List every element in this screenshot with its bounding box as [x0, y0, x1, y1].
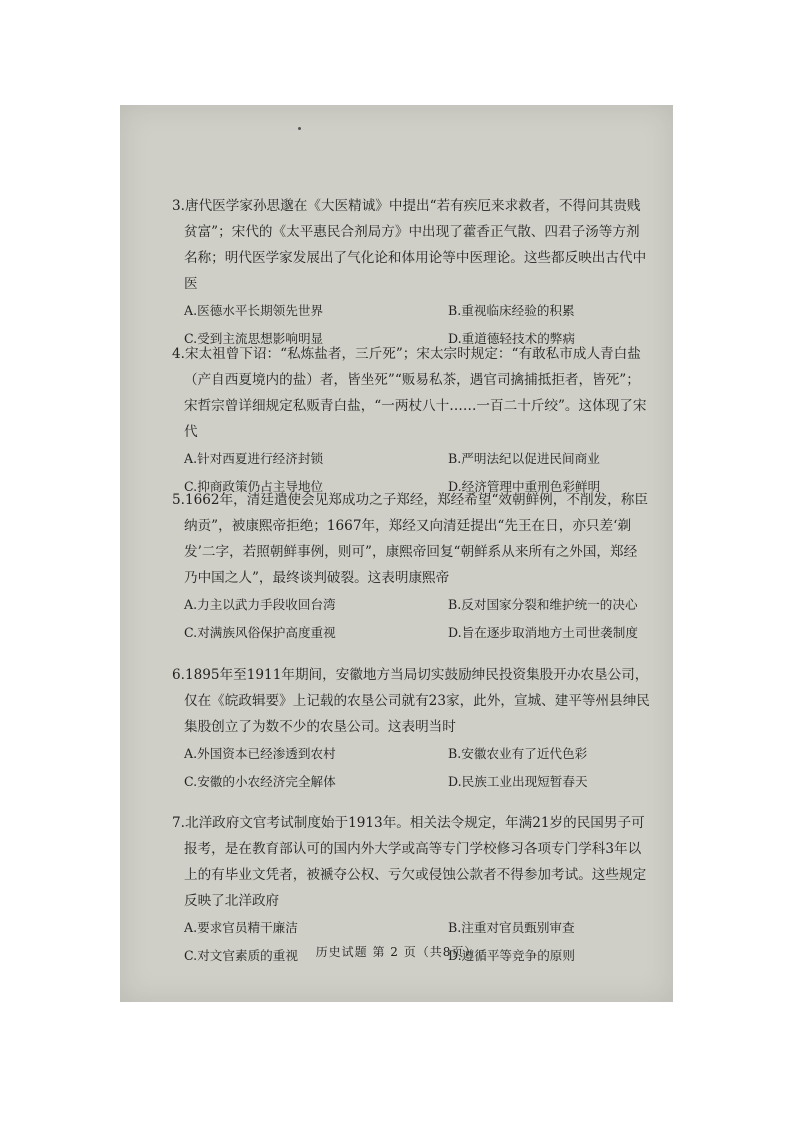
- option-b: B.安徽农业有了近代色彩: [448, 746, 588, 761]
- options: [172, 914, 650, 970]
- question-stem: 3.唐代医学家孙思邈在《大医精诚》中提出“若有疾厄来求救者，不得问其贵贱贫富”；宋代的《太平惠民合剂局方》中出现了藿香正气散、四君子汤等方剂名称；明代医学家发展出了气化论和体用论等中医理论。这些都反映出古代中医: [172, 198, 647, 292]
- option-a: A.力主以武力手段收回台湾: [184, 597, 336, 612]
- option-d: D.民族工业出现短暂春天: [448, 774, 588, 789]
- question-5: [172, 487, 650, 647]
- options: [172, 740, 650, 796]
- question-stem: 7.北洋政府文官考试制度始于1913年。相关法令规定，年满21岁的民国男子可报考，是在教育部认可的国内外大学或高等专门学校修习各项专门学科3年以上的有毕业文凭者，被褫夺公权、亏欠或侵蚀公款者不得参加考试。这些规定反映了北洋政府: [172, 815, 647, 909]
- option-c: C.对文官素质的重视: [184, 948, 298, 963]
- option-c: C.安徽的小农经济完全解体: [184, 774, 336, 789]
- page-footer: 历史试题 第 2 页（共8页）: [315, 945, 478, 959]
- option-c: C.抑商政策仍占主导地位: [184, 479, 324, 494]
- option-a: A.外国资本已经渗透到农村: [184, 746, 336, 761]
- question-stem: 5.1662年，清廷遣使会见郑成功之子郑经，郑经希望“效朝鲜例，不削发，称臣纳贡”，被康熙帝拒绝；1667年，郑经又向清廷提出“先王在日，亦只差‘剃发’二字，若照朝鲜事例，则可”，康熙帝回复“朝鲜系从来所有之外国，郑经乃中国之人”，最终谈判破裂。这表明康熙帝: [172, 492, 648, 586]
- option-c: C.受到主流思想影响明显: [184, 331, 324, 346]
- option-d: D.遵循平等竞争的原则: [448, 948, 575, 963]
- exam-page: [120, 105, 673, 1002]
- option-d: D.经济管理中重刑色彩鲜明: [448, 479, 601, 494]
- option-b: B.注重对官员甄别审查: [448, 920, 575, 935]
- ink-dot: [298, 127, 301, 130]
- option-d: D.旨在逐步取消地方土司世袭制度: [448, 625, 638, 640]
- option-b: B.重视临床经验的积累: [448, 303, 575, 318]
- question-6: [172, 662, 650, 796]
- option-d: D.重道德轻技术的弊病: [448, 331, 575, 346]
- option-a: A.要求官员精干廉洁: [184, 920, 298, 935]
- option-b: B.反对国家分裂和维护统一的决心: [448, 597, 638, 612]
- question-3: [172, 193, 650, 353]
- option-c: C.对满族风俗保护高度重视: [184, 625, 336, 640]
- option-b: B.严明法纪以促进民间商业: [448, 451, 600, 466]
- question-stem: 6.1895年至1911年期间，安徽地方当局切实鼓励绅民投资集股开办农垦公司，仅在《皖政辑要》上记载的农垦公司就有23家，此外，宣城、建平等州县绅民集股创立了为数不少的农垦公司。这表明当时: [172, 667, 650, 735]
- option-a: A.针对西夏进行经济封锁: [184, 451, 324, 466]
- option-a: A.医德水平长期领先世界: [184, 303, 324, 318]
- question-stem: 4.宋太祖曾下诏：“私炼盐者，三斤死”；宋太宗时规定：“有敢私市成人青白盐（产自西夏境内的盐）者，皆坐死”“贩易私茶，遇官司擒捕抵拒者，皆死”；宋哲宗曾详细规定私贩青白盐，“一两杖八十……一百二十斤绞”。这体现了宋代: [172, 346, 647, 440]
- options: [172, 591, 650, 647]
- question-4: [172, 341, 650, 501]
